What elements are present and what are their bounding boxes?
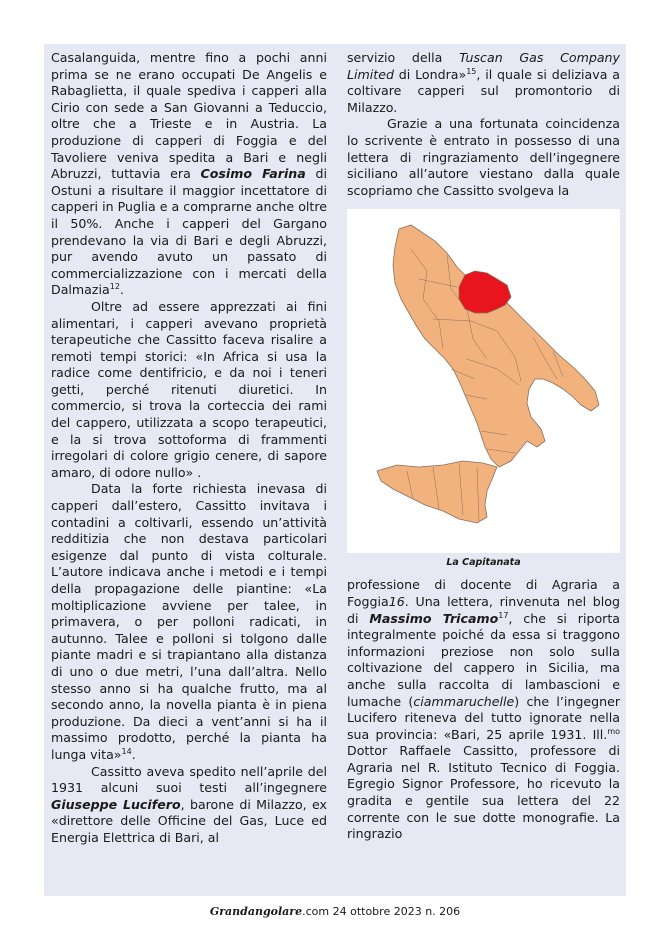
- text-run: Cassitto aveva spedito nell’aprile del 1931 alcuni suoi testi all’ingegnere: [51, 763, 327, 796]
- person-name: Cosimo Farina: [200, 166, 306, 182]
- text-run: professione di docente di Agraria a Foggia: [347, 577, 620, 609]
- figure-caption: La Capitanata: [446, 557, 521, 569]
- paragraph: [347, 577, 620, 843]
- text-run: Data la forte richiesta inevasa di capperi dall’estero, Cassitto invitava i contadini a coltivarli, essendo un’attività redditizia che non destava particolari esigenze dal punto di vista colturale. L’autore indicava anche i metodi e i tempi della propagazione delle piantine: «La moltiplicazione avviene per talee, in primavera, o per polloni radicati, in autunno. Talee e polloni si tolgono dalle piante madri e si trapiantano alla distanza di uno o due metri, l’una dall’altra. Nello stesso anno si ha qualche frutto, ma al secondo anno, la novella pianta è in piena produzione. Da dieci a vent’anni si ha il massimo prodotto, perché la pianta ha lunga vita»: [51, 481, 327, 762]
- paragraph: [51, 764, 327, 847]
- text-run: . Una lettera, rinvenuta nel blog di: [347, 593, 620, 626]
- text-run: Grazie a una fortunata coincidenza lo scrivente è entrato in possesso di una lettera di ringraziamento dell’ingegnere siciliano all’autore viestano dalla quale scopriamo che Cassitto svolgeva la: [347, 116, 620, 198]
- text-run: , che si riporta integralmente poiché da essa si traggono informazioni preziose non solo sulla coltivazione del cappero in Sicilia, ma anche sulla raccolta di lambascioni e lumache (: [347, 610, 620, 709]
- footnote-ref-italic: 16: [388, 593, 405, 609]
- footnote-ref: 14: [121, 746, 132, 756]
- footer-brand: Grandangolare: [209, 905, 303, 918]
- text-run: Oltre ad essere apprezzati ai fini alimentari, i capperi avevano proprietà terapeutiche che Cassitto faceva risalire a remoti tempi storici: «In Africa si usa la radice come dentifricio, e da noi i teneri getti, perché ritenuti diuretici. In commercio, si trova la corteccia dei rami del cappero, utilizzata a scopo terapeutici, e la si trova sottoforma di frammenti irregolari di colore grigio cenere, di sapore amaro, di odore nullo» .: [51, 298, 327, 480]
- text-run: , il quale si deliziava a coltivare capperi sul promontorio di Milazzo.: [347, 66, 620, 115]
- person-name: Massimo Tricamo: [369, 610, 499, 626]
- dialect-term: ciammaruchelle: [413, 693, 515, 709]
- person-name: Giuseppe Lucifero: [51, 796, 181, 812]
- paragraph: [51, 299, 327, 482]
- southern-italy-map: [347, 209, 620, 553]
- footnote-ref: 12: [109, 282, 120, 292]
- mainland-region: [393, 225, 599, 467]
- text-run: Casalanguida, mentre fino a pochi anni prima se ne erano occupati De Angelis e Rabaglietta, il quale spediva i capperi alla Cirio con sede a San Giovanni a Teduccio, oltre che a Trieste e in Austria. La produzione di capperi di Foggia e del Tavoliere veniva spedita a Bari e negli Abruzzi, tuttavia era: [51, 50, 327, 182]
- text-run: servizio della: [347, 50, 460, 65]
- paragraph: [347, 116, 620, 199]
- text-run: .: [119, 282, 124, 298]
- page-background: [44, 44, 626, 896]
- company-name: Tuscan Gas Company Limited: [347, 50, 620, 82]
- right-column: [347, 50, 620, 843]
- paragraph: [51, 481, 327, 763]
- footnote-ref: 15: [466, 66, 477, 76]
- text-run: .: [131, 746, 136, 762]
- footnote-ref: 17: [498, 610, 509, 620]
- sicily-region: [377, 461, 497, 523]
- abbreviation-superscript: mo: [607, 726, 620, 736]
- left-column: [51, 50, 327, 847]
- text-run: di Ostuni a risultare il maggior incettatore di capperi in Puglia e a comprarne anche oltre il 50%. Anche i capperi del Gargano prendevano la via di Bari e degli Abruzzi, pur avendo avuto un passato di commercializzazione con i mercati della Dalmazia: [51, 166, 328, 298]
- footer-issue: .com 24 ottobre 2023 n. 206: [302, 905, 461, 918]
- text-run: ) che l’ingegner Lucifero riteneva del tutto ignorate nella sua provincia: «Bari, 25 aprile 1931. Ill.: [347, 693, 620, 742]
- text-run: Dottor Raffaele Cassitto, professore di Agraria nel R. Istituto Tecnico di Foggia. Egregio Signor Professore, ho ricevuto la gradita e gentile sua lettera del 22 corrente con le sue dotte monografie. La ringrazio: [347, 743, 620, 842]
- map-image: [347, 209, 620, 553]
- paragraph: [347, 50, 620, 116]
- paragraph: [51, 50, 327, 299]
- text-run: , barone di Milazzo, ex «direttore delle Officine del Gas, Luce ed Energia Elettrica di Bari, al: [51, 796, 327, 845]
- page-footer: [0, 905, 670, 918]
- map-figure: [347, 209, 620, 569]
- text-run: di Londra»: [393, 66, 467, 82]
